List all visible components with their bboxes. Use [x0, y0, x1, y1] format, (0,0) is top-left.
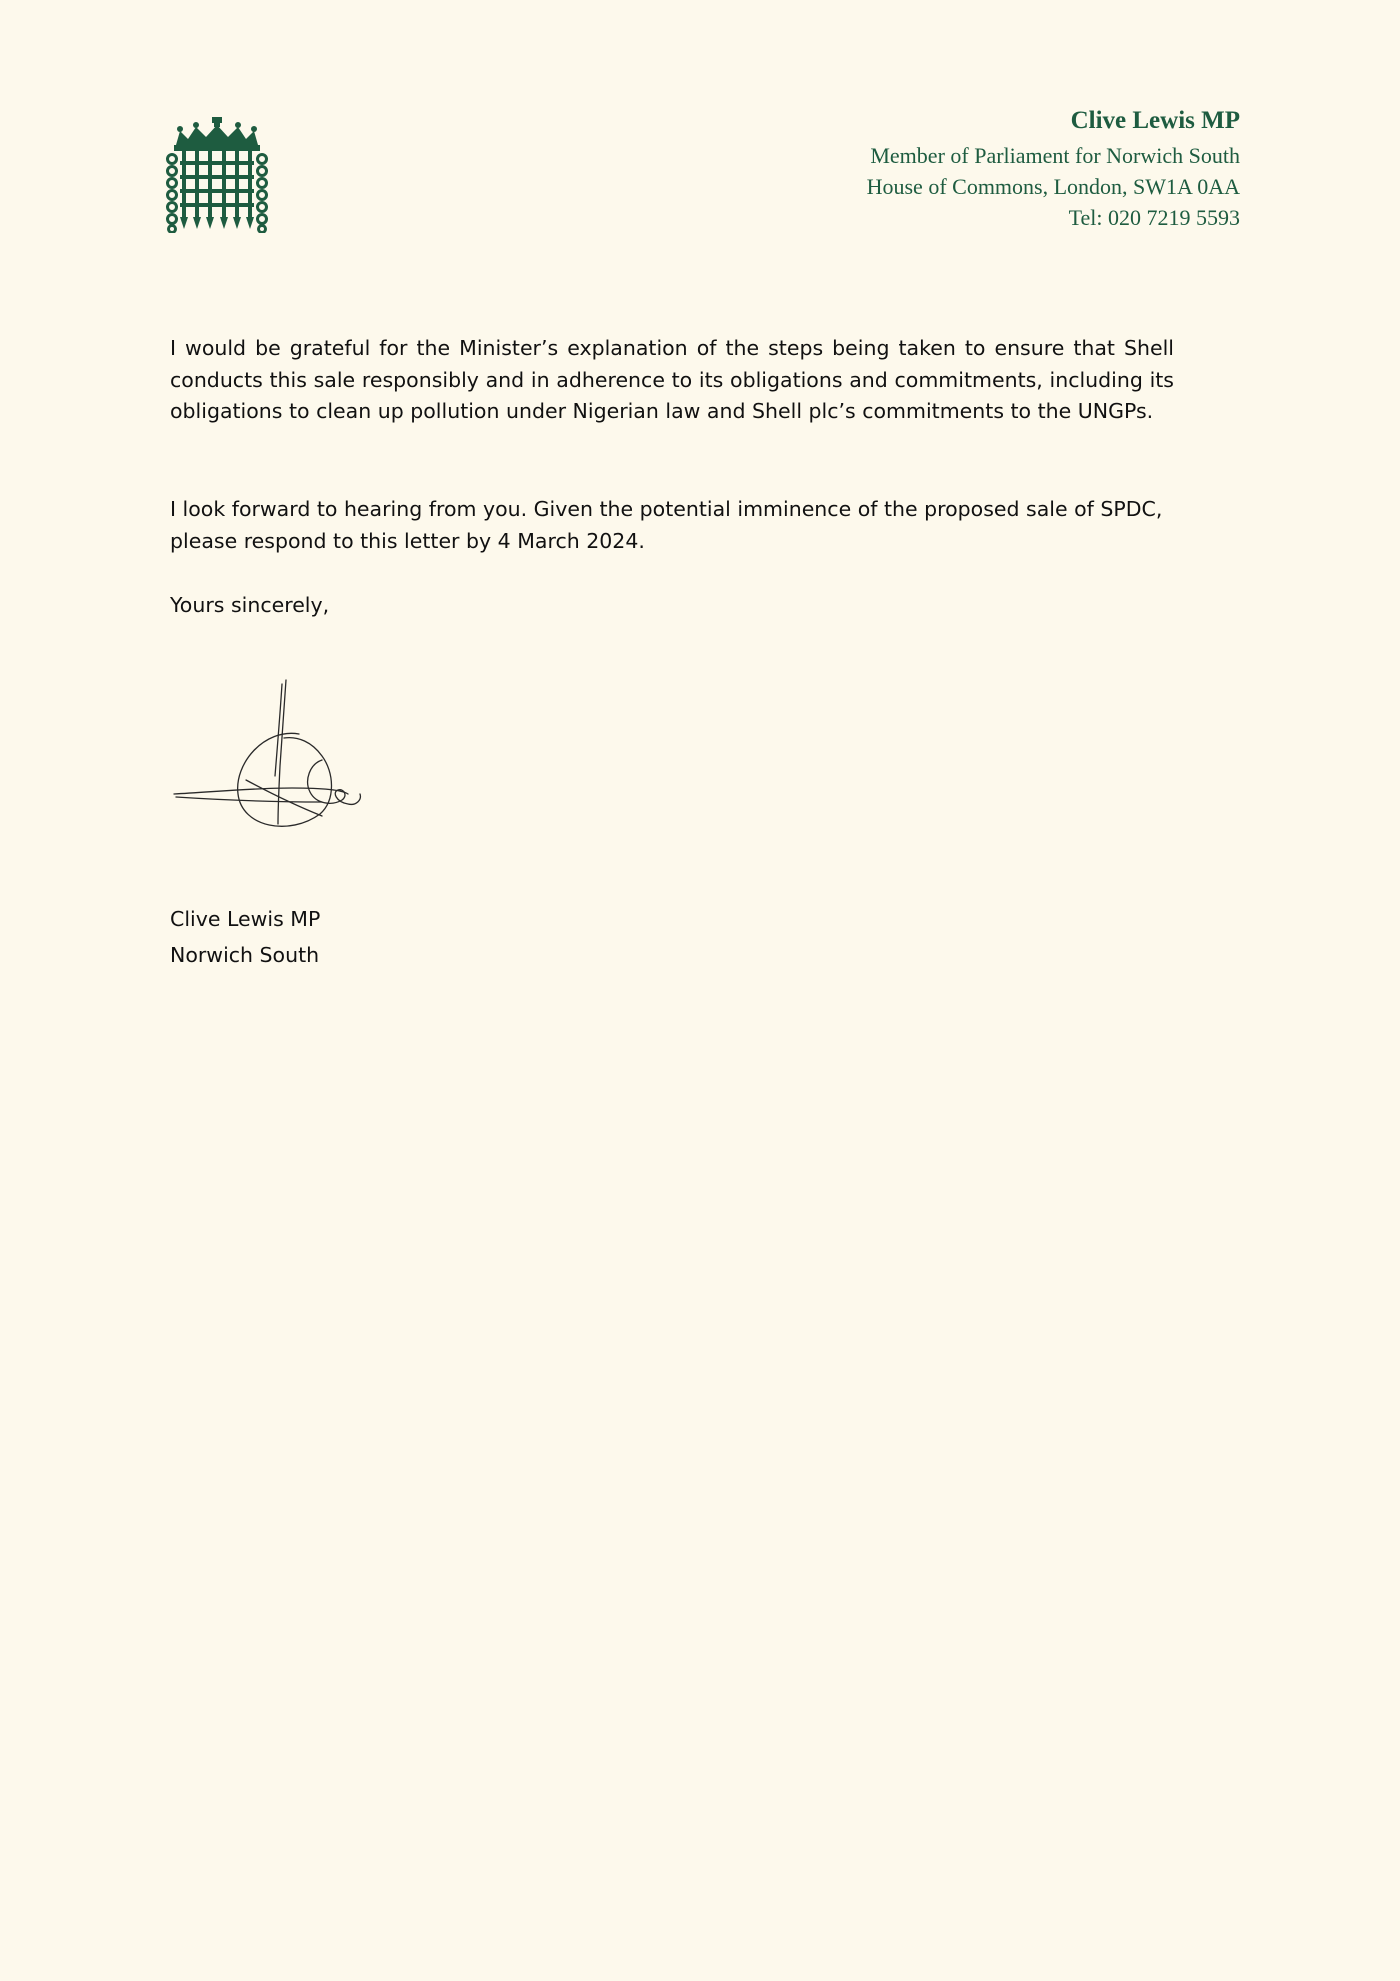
sign-off-name: Clive Lewis MP [170, 907, 321, 931]
letterhead-role: Member of Parliament for Norwich South [870, 143, 1240, 168]
portcullis-icon [166, 117, 268, 233]
letterhead [867, 104, 1240, 233]
closing-salutation: Yours sincerely, [170, 593, 330, 617]
sign-off-constituency: Norwich South [170, 943, 320, 967]
letterhead-telephone: Tel: 020 7219 5593 [1068, 205, 1240, 230]
body-paragraph-2-line-2: please respond to this letter by 4 March 2024. [170, 528, 645, 553]
handwritten-signature [172, 676, 368, 840]
sign-off [170, 901, 320, 973]
body-paragraph-1: I would be grateful for the Minister’s explanation of the steps being taken to ensure that Shell conducts this sale responsibly and in adherence to its obligations and commitments, including its obligations to clean up pollution under Nigerian law and Shell plc’s commitments to the UNGPs. [170, 336, 1174, 423]
letterhead-name: Clive Lewis MP [1070, 107, 1240, 134]
letterhead-address: House of Commons, London, SW1A 0AA [866, 174, 1240, 199]
body-paragraph-2 [170, 494, 1174, 557]
body-paragraph-2-line-1: I look forward to hearing from you. Given the potential imminence of the proposed sale of SPDC, [170, 497, 1163, 521]
